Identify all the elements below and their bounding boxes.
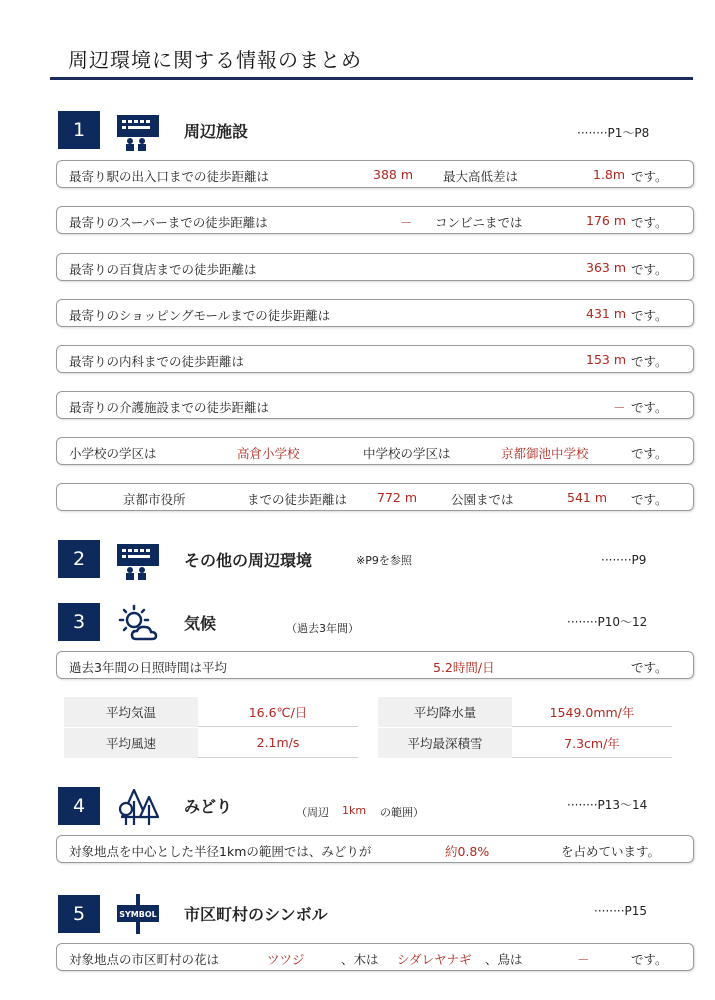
city-hall-suffix: です。 bbox=[631, 492, 668, 507]
department-distance: 363 m bbox=[586, 260, 627, 275]
green-row bbox=[56, 835, 694, 863]
city-bird: － bbox=[577, 952, 590, 967]
section-4-title: みどり bbox=[184, 797, 233, 816]
sunshine-row bbox=[56, 651, 694, 679]
avg-rain-value: 1549.0mm/年 bbox=[512, 697, 672, 727]
care-suffix: です。 bbox=[631, 400, 668, 415]
section-4-note-prefix: （周辺 bbox=[296, 806, 329, 819]
elevation-value: 1.8m bbox=[593, 167, 626, 182]
supermarket-label: 最寄りのスーパーまでの徒歩距離は bbox=[69, 215, 268, 230]
section-2-number: 2 bbox=[58, 540, 100, 578]
supermarket-row bbox=[56, 206, 694, 234]
section-4-note-suffix: の範囲） bbox=[380, 806, 424, 819]
city-tree: シダレヤナギ bbox=[397, 952, 472, 967]
department-row bbox=[56, 253, 694, 281]
mall-label: 最寄りのショッピングモールまでの徒歩距離は bbox=[69, 308, 331, 323]
department-label: 最寄りの百貨店までの徒歩距離は bbox=[69, 262, 257, 277]
symbol-sign-text: SYMBOL bbox=[119, 910, 157, 919]
green-label: 対象地点を中心とした半径1kmの範囲では、みどりが bbox=[69, 844, 372, 859]
avg-wind-label: 平均風速 bbox=[64, 728, 198, 758]
clinic-suffix: です。 bbox=[631, 354, 668, 369]
city-hall-row bbox=[56, 483, 694, 511]
section-5-number: 5 bbox=[58, 895, 100, 933]
mall-suffix: です。 bbox=[631, 308, 668, 323]
junior-high-label: 中学校の学区は bbox=[363, 446, 451, 461]
elementary-label: 小学校の学区は bbox=[69, 446, 157, 461]
mall-row bbox=[56, 299, 694, 327]
station-label: 最寄り駅の出入口までの徒歩距離は bbox=[69, 169, 270, 184]
care-label: 最寄りの介護施設までの徒歩距離は bbox=[69, 400, 270, 415]
section-4-pages: ········P13～14 bbox=[567, 798, 648, 812]
section-3-note: （過去3年間） bbox=[286, 622, 359, 635]
city-flower: ツツジ bbox=[267, 952, 305, 967]
supermarket-suffix: です。 bbox=[631, 215, 668, 230]
avg-snow-label: 平均最深積雪 bbox=[378, 728, 512, 758]
avg-rain-label: 平均降水量 bbox=[378, 697, 512, 727]
supermarket-distance: － bbox=[400, 215, 413, 230]
convenience-distance: 176 m bbox=[586, 213, 627, 228]
station-row bbox=[56, 160, 694, 188]
avg-temp-value: 16.6℃/日 bbox=[198, 697, 358, 727]
clinic-row bbox=[56, 345, 694, 373]
mall-distance: 431 m bbox=[586, 306, 627, 321]
tree-label: 、木は bbox=[341, 952, 379, 967]
symbol-sign-icon bbox=[116, 894, 160, 934]
sunshine-label: 過去3年間の日照時間は平均 bbox=[69, 660, 227, 675]
elementary-school: 高倉小学校 bbox=[237, 446, 300, 461]
clinic-label: 最寄りの内科までの徒歩距離は bbox=[69, 354, 245, 369]
junior-high-school: 京都御池中学校 bbox=[501, 446, 589, 461]
section-5-title: 市区町村のシンボル bbox=[184, 905, 328, 924]
sunshine-suffix: です。 bbox=[631, 660, 668, 675]
section-2-pages: ········P9 bbox=[601, 553, 647, 567]
facility-icon bbox=[116, 541, 160, 581]
section-4-note-radius: 1km bbox=[342, 804, 367, 817]
park-label: 公園までは bbox=[451, 492, 514, 507]
section-2-note: ※P9を参照 bbox=[356, 554, 412, 567]
section-1-number: 1 bbox=[58, 111, 100, 149]
school-suffix: です。 bbox=[631, 446, 668, 461]
facility-icon bbox=[116, 112, 160, 152]
section-3-pages: ········P10～12 bbox=[567, 615, 648, 629]
convenience-label: コンビニまでは bbox=[435, 215, 523, 230]
section-2-title: その他の周辺環境 bbox=[184, 551, 313, 570]
avg-snow-value: 7.3cm/年 bbox=[512, 728, 672, 758]
care-row bbox=[56, 391, 694, 419]
symbols-row bbox=[56, 943, 694, 971]
weather-icon bbox=[116, 603, 160, 643]
avg-temp-label: 平均気温 bbox=[64, 697, 198, 727]
bird-label: 、鳥は bbox=[485, 952, 523, 967]
green-suffix: を占めています。 bbox=[561, 844, 661, 859]
city-hall-distance: 772 m bbox=[377, 490, 418, 505]
avg-wind-value: 2.1m/s bbox=[198, 728, 358, 758]
page-title: 周辺環境に関する情報のまとめ bbox=[68, 48, 362, 72]
city-hall-label: までの徒歩距離は bbox=[247, 492, 348, 507]
care-distance: － bbox=[613, 400, 626, 415]
sunshine-value: 5.2時間/日 bbox=[433, 660, 495, 675]
flower-label: 対象地点の市区町村の花は bbox=[69, 952, 220, 967]
station-suffix: です。 bbox=[631, 169, 668, 184]
section-3-title: 気候 bbox=[184, 614, 217, 633]
section-4-number: 4 bbox=[58, 787, 100, 825]
section-5-pages: ········P15 bbox=[594, 904, 648, 918]
trees-icon bbox=[116, 787, 160, 827]
green-ratio: 約0.8% bbox=[445, 844, 490, 859]
station-distance: 388 m bbox=[373, 167, 414, 182]
clinic-distance: 153 m bbox=[586, 352, 627, 367]
department-suffix: です。 bbox=[631, 262, 668, 277]
elevation-label: 最大高低差は bbox=[443, 169, 519, 184]
park-distance: 541 m bbox=[567, 490, 608, 505]
section-1-title: 周辺施設 bbox=[184, 122, 249, 141]
section-1-pages: ········P1～P8 bbox=[577, 126, 650, 140]
city-hall-name: 京都市役所 bbox=[123, 492, 186, 507]
section-3-number: 3 bbox=[58, 603, 100, 641]
school-row bbox=[56, 437, 694, 465]
title-rule bbox=[50, 77, 693, 80]
symbols-suffix: です。 bbox=[631, 952, 668, 967]
